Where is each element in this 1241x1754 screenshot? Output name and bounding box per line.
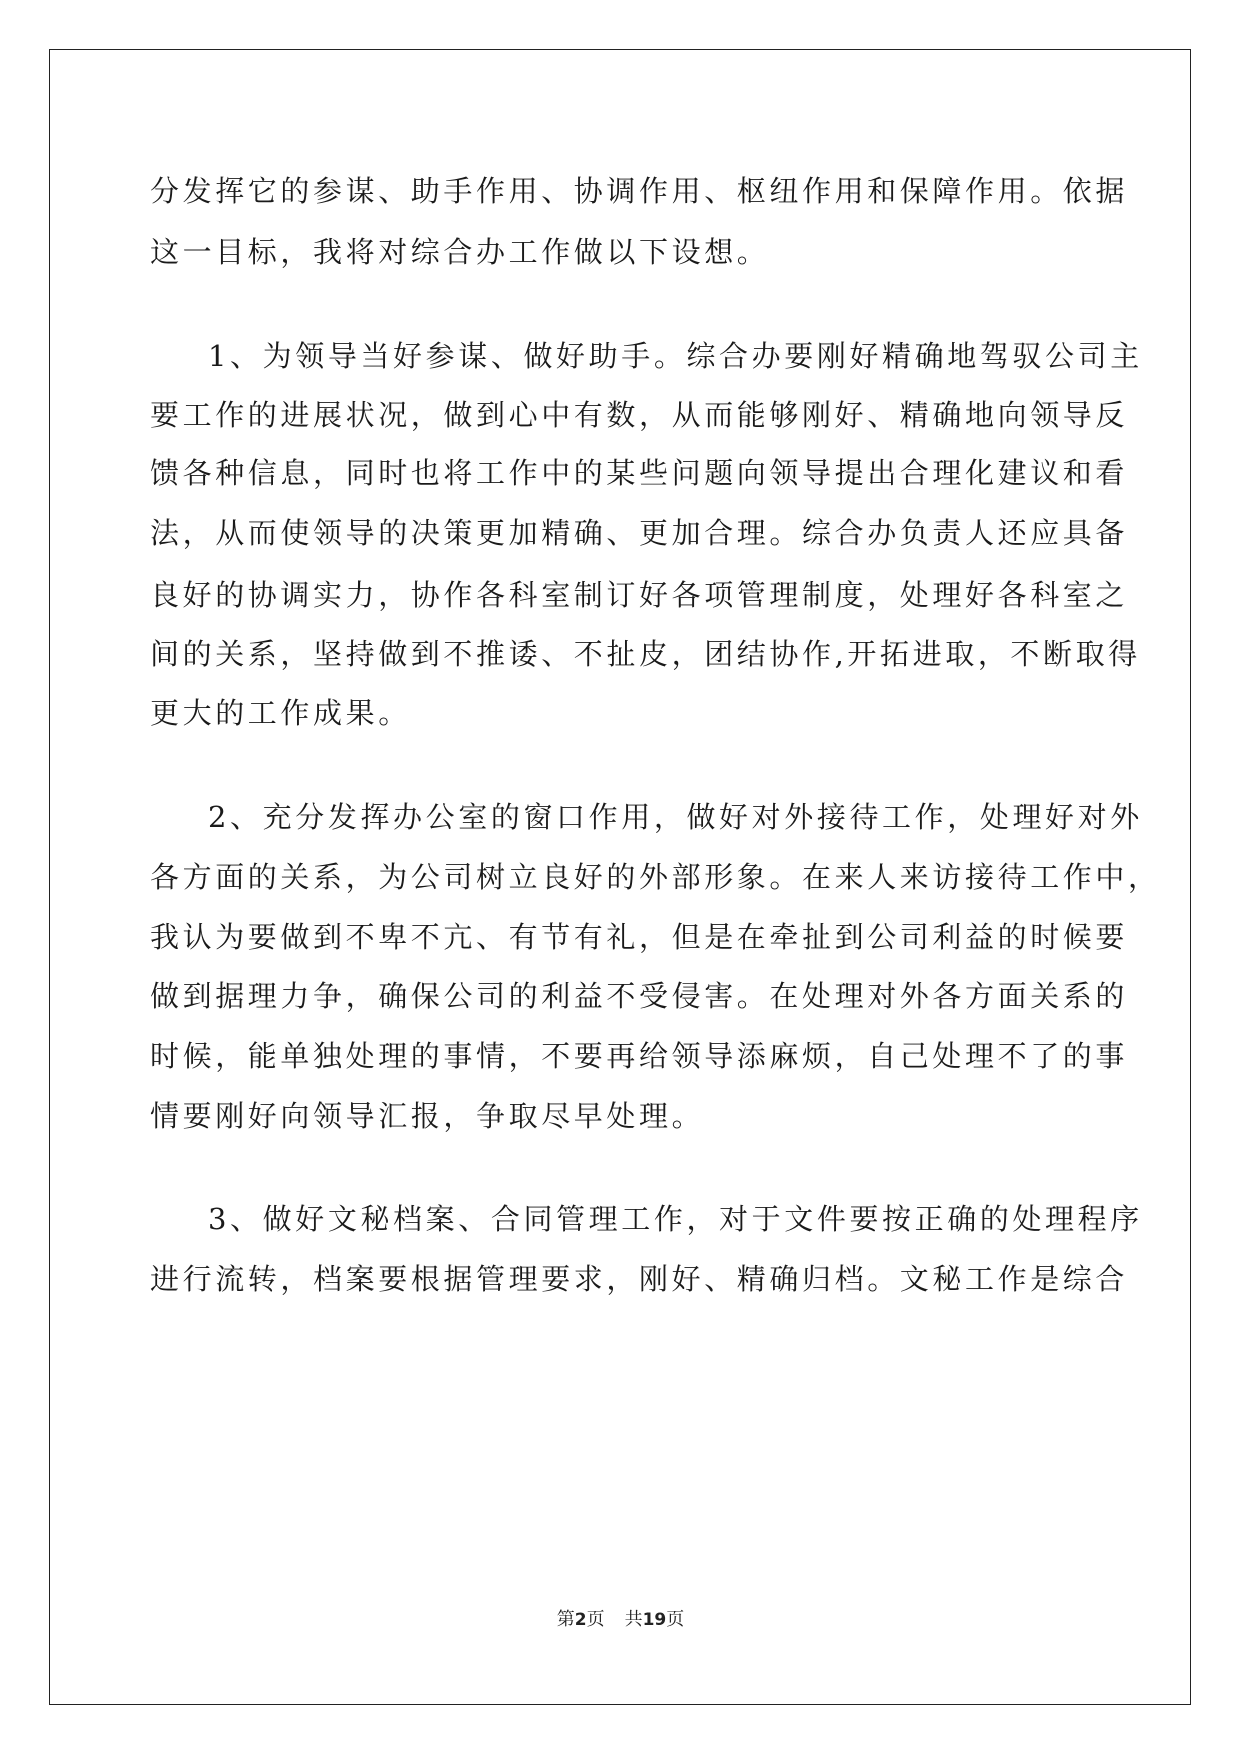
paragraph-1-start: 1、为领导当好参谋、做好助手。综合办要刚好精确地驾驭公司主 (208, 339, 1143, 373)
text-line: 进行流转，档案要根据管理要求，刚好、精确归档。文秘工作是综合 (150, 1262, 1129, 1296)
text-line: 时候，能单独处理的事情，不要再给领导添麻烦，自己处理不了的事 (150, 1039, 1129, 1073)
text-line: 更大的工作成果。 (150, 696, 411, 730)
text-line: 间的关系，坚持做到不推诿、不扯皮，团结协作,开拓进取，不断取得 (150, 637, 1141, 671)
text-line: 情要刚好向领导汇报，争取尽早处理。 (150, 1099, 705, 1133)
paragraph-2-start: 2、充分发挥办公室的窗口作用，做好对外接待工作，处理好对外 (208, 800, 1143, 834)
text-line: 良好的协调实力，协作各科室制订好各项管理制度，处理好各科室之 (150, 578, 1129, 612)
total-pages: 19 (642, 1610, 667, 1630)
text-line: 要工作的进展状况，做到心中有数，从而能够刚好、精确地向领导反 (150, 398, 1129, 432)
total-prefix: 共 (624, 1609, 643, 1630)
text-line: 分发挥它的参谋、助手作用、协调作用、枢纽作用和保障作用。依据 (150, 174, 1129, 208)
text-line: 法，从而使领导的决策更加精确、更加合理。综合办负责人还应具备 (150, 516, 1129, 550)
total-suffix: 页 (666, 1609, 685, 1630)
text-line: 做到据理力争，确保公司的利益不受侵害。在处理对外各方面关系的 (150, 979, 1129, 1013)
paragraph-3-start: 3、做好文秘档案、合同管理工作，对于文件要按正确的处理程序 (208, 1202, 1143, 1236)
page-suffix: 页 (586, 1609, 605, 1630)
text-line: 馈各种信息，同时也将工作中的某些问题向领导提出合理化建议和看 (150, 456, 1129, 490)
text-line: 各方面的关系，为公司树立良好的外部形象。在来人来访接待工作中， (150, 860, 1161, 894)
text-line: 这一目标，我将对综合办工作做以下设想。 (150, 235, 770, 269)
page-prefix: 第 (556, 1609, 575, 1630)
page-footer (0, 1608, 1241, 1632)
text-line: 我认为要做到不卑不亢、有节有礼，但是在牵扯到公司利益的时候要 (150, 920, 1129, 954)
page-number: 2 (574, 1610, 587, 1630)
